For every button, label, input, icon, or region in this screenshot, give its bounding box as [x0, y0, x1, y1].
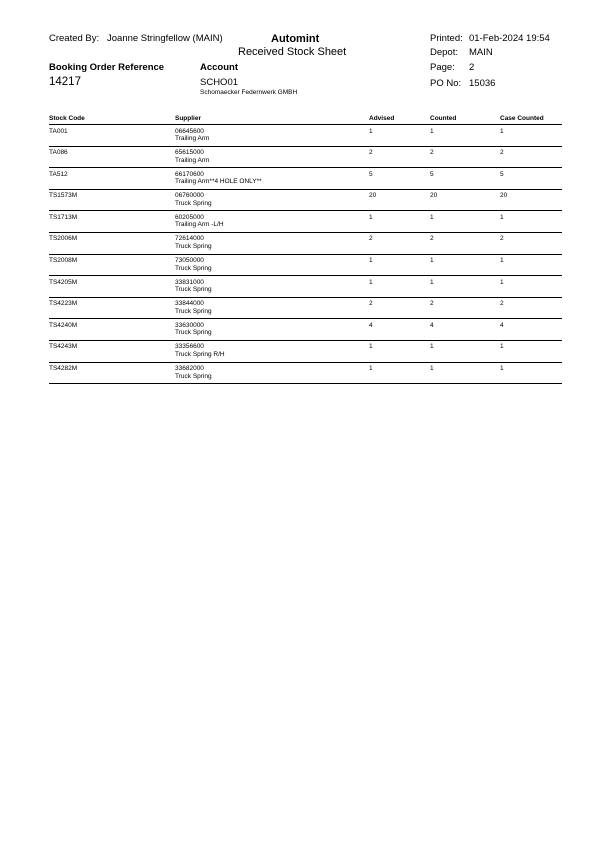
case-counted-qty: 1	[500, 127, 504, 135]
supplier-code: 33831000	[175, 278, 204, 286]
case-counted-qty: 20	[500, 192, 508, 200]
account-label: Account	[200, 62, 238, 73]
depot-value: MAIN	[469, 47, 493, 58]
supplier-code: 33630000	[175, 321, 204, 329]
stock-code: TS2008M	[49, 257, 78, 265]
counted-qty: 1	[430, 257, 434, 265]
case-counted-qty: 4	[500, 321, 504, 329]
printed-label: Printed:	[430, 33, 463, 44]
table-row	[49, 276, 562, 298]
table-row	[49, 147, 562, 169]
item-description: Trailing Arm -L/H	[175, 221, 224, 229]
stock-code: TA512	[49, 170, 68, 178]
counted-qty: 1	[430, 278, 434, 286]
table-row	[49, 190, 562, 212]
stock-table	[49, 114, 562, 384]
report-title: Received Stock Sheet	[238, 46, 347, 58]
advised-qty: 1	[369, 343, 373, 351]
counted-qty: 4	[430, 321, 434, 329]
supplier-code: 06645600	[175, 127, 204, 135]
supplier-code: 06760000	[175, 192, 204, 200]
page-label: Page:	[430, 62, 455, 73]
supplier-code: 33682000	[175, 365, 204, 373]
case-counted-qty: 1	[500, 257, 504, 265]
item-description: Trailing Arm	[175, 135, 210, 142]
case-counted-qty: 5	[500, 170, 504, 178]
supplier-code: 60205000	[175, 213, 204, 221]
counted-qty: 1	[430, 127, 434, 135]
account-name: Schomaecker Federnwerk GMBH	[200, 89, 298, 96]
advised-qty: 1	[369, 257, 373, 265]
po-label: PO No:	[430, 78, 462, 89]
advised-qty: 1	[369, 127, 373, 135]
case-counted-qty: 2	[500, 149, 504, 157]
table-row	[49, 255, 562, 277]
table-row	[49, 341, 562, 363]
advised-qty: 4	[369, 321, 373, 329]
booking-ref-label: Booking Order Reference	[49, 62, 165, 73]
supplier-code: 66170600	[175, 170, 204, 178]
stock-code: TS4282M	[49, 365, 78, 373]
counted-qty: 2	[430, 235, 434, 243]
item-description: Truck Spring	[175, 372, 212, 380]
account-code: SCHO01	[200, 77, 239, 88]
case-counted-qty: 2	[500, 300, 504, 308]
item-description: Truck Spring	[175, 329, 212, 337]
case-counted-qty: 2	[500, 235, 504, 243]
item-description: Truck Spring	[175, 264, 212, 272]
supplier-code: 65615000	[175, 149, 204, 157]
table-row	[49, 363, 562, 385]
table-row	[49, 168, 562, 190]
counted-qty: 1	[430, 213, 434, 221]
supplier-code: 33844000	[175, 300, 204, 308]
case-counted-qty: 1	[500, 343, 504, 351]
advised-qty: 1	[369, 213, 373, 221]
booking-ref-value: 14217	[49, 76, 81, 88]
counted-qty: 5	[430, 170, 434, 178]
advised-qty: 5	[369, 170, 373, 178]
counted-qty: 1	[430, 343, 434, 351]
advised-qty: 20	[369, 192, 377, 200]
column-header-counted: Counted	[430, 115, 457, 122]
stock-code: TS4240M	[49, 321, 78, 329]
counted-qty: 1	[430, 365, 434, 373]
advised-qty: 2	[369, 149, 373, 157]
counted-qty: 20	[430, 192, 438, 200]
item-description: Trailing Arm	[175, 156, 210, 164]
item-description: Truck Spring	[175, 199, 212, 207]
item-description: Truck Spring R/H	[175, 350, 225, 358]
item-description: Truck Spring	[175, 242, 212, 250]
table-row	[49, 319, 562, 341]
table-row	[49, 233, 562, 255]
table-row	[49, 125, 562, 147]
supplier-code: 72614000	[175, 235, 204, 243]
page-value: 2	[469, 62, 475, 73]
stock-code: TS4205M	[49, 278, 78, 286]
printed-value: 01-Feb-2024 19:54	[469, 33, 550, 44]
column-header-supplier: Supplier	[175, 115, 202, 122]
supplier-code: 33356600	[175, 343, 204, 351]
counted-qty: 2	[430, 300, 434, 308]
stock-code: TA086	[49, 149, 68, 157]
case-counted-qty: 1	[500, 278, 504, 286]
table-header-row	[49, 114, 562, 125]
stock-code: TS4223M	[49, 300, 78, 308]
case-counted-qty: 1	[500, 213, 504, 221]
table-row	[49, 298, 562, 320]
column-header-stock-code: Stock Code	[49, 115, 85, 122]
created-by-value: Joanne Stringfellow (MAIN)	[107, 33, 223, 44]
depot-label: Depot:	[430, 47, 458, 58]
stock-code: TS2006M	[49, 235, 78, 243]
company-name: Automint	[271, 33, 320, 45]
stock-code: TA001	[49, 127, 68, 135]
stock-code: TS4243M	[49, 343, 78, 351]
table-row	[49, 211, 562, 233]
created-by-label: Created By:	[49, 33, 100, 44]
advised-qty: 1	[369, 365, 373, 373]
po-value: 15036	[469, 78, 496, 89]
stock-code: TS1573M	[49, 192, 78, 200]
supplier-code: 73050000	[175, 257, 204, 265]
item-description: Truck Spring	[175, 286, 212, 294]
stock-code: TS1713M	[49, 213, 78, 221]
case-counted-qty: 1	[500, 365, 504, 373]
item-description: Trailing Arm**4 HOLE ONLY**	[175, 178, 262, 186]
column-header-case-counted: Case Counted	[500, 115, 544, 122]
advised-qty: 1	[369, 278, 373, 286]
counted-qty: 2	[430, 149, 434, 157]
column-header-advised: Advised	[369, 115, 395, 122]
advised-qty: 2	[369, 235, 373, 243]
advised-qty: 2	[369, 300, 373, 308]
item-description: Truck Spring	[175, 307, 212, 315]
